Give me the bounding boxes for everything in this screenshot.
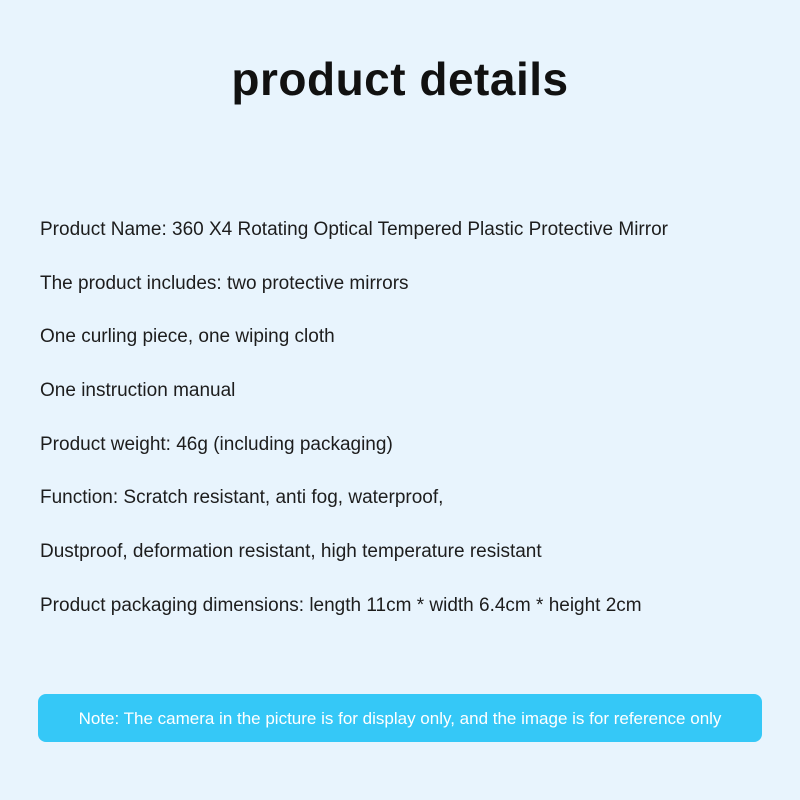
list-item: One instruction manual bbox=[40, 380, 236, 402]
list-item: Product packaging dimensions: length 11cm * width 6.4cm * height 2cm bbox=[40, 594, 642, 616]
list-item: Product weight: 46g (including packaging) bbox=[40, 433, 393, 455]
product-details-list bbox=[40, 218, 760, 619]
list-item: The product includes: two protective mirrors bbox=[40, 272, 409, 294]
list-item: One curling piece, one wiping cloth bbox=[40, 326, 335, 348]
page-title: product details bbox=[231, 53, 569, 105]
list-item: Function: Scratch resistant, anti fog, waterproof, bbox=[40, 487, 444, 509]
note-text: Note: The camera in the picture is for display only, and the image is for reference only bbox=[78, 708, 722, 728]
list-item: Dustproof, deformation resistant, high temperature resistant bbox=[40, 541, 542, 563]
list-item: Product Name: 360 X4 Rotating Optical Tempered Plastic Protective Mirror bbox=[40, 219, 668, 240]
note-banner bbox=[38, 694, 762, 742]
